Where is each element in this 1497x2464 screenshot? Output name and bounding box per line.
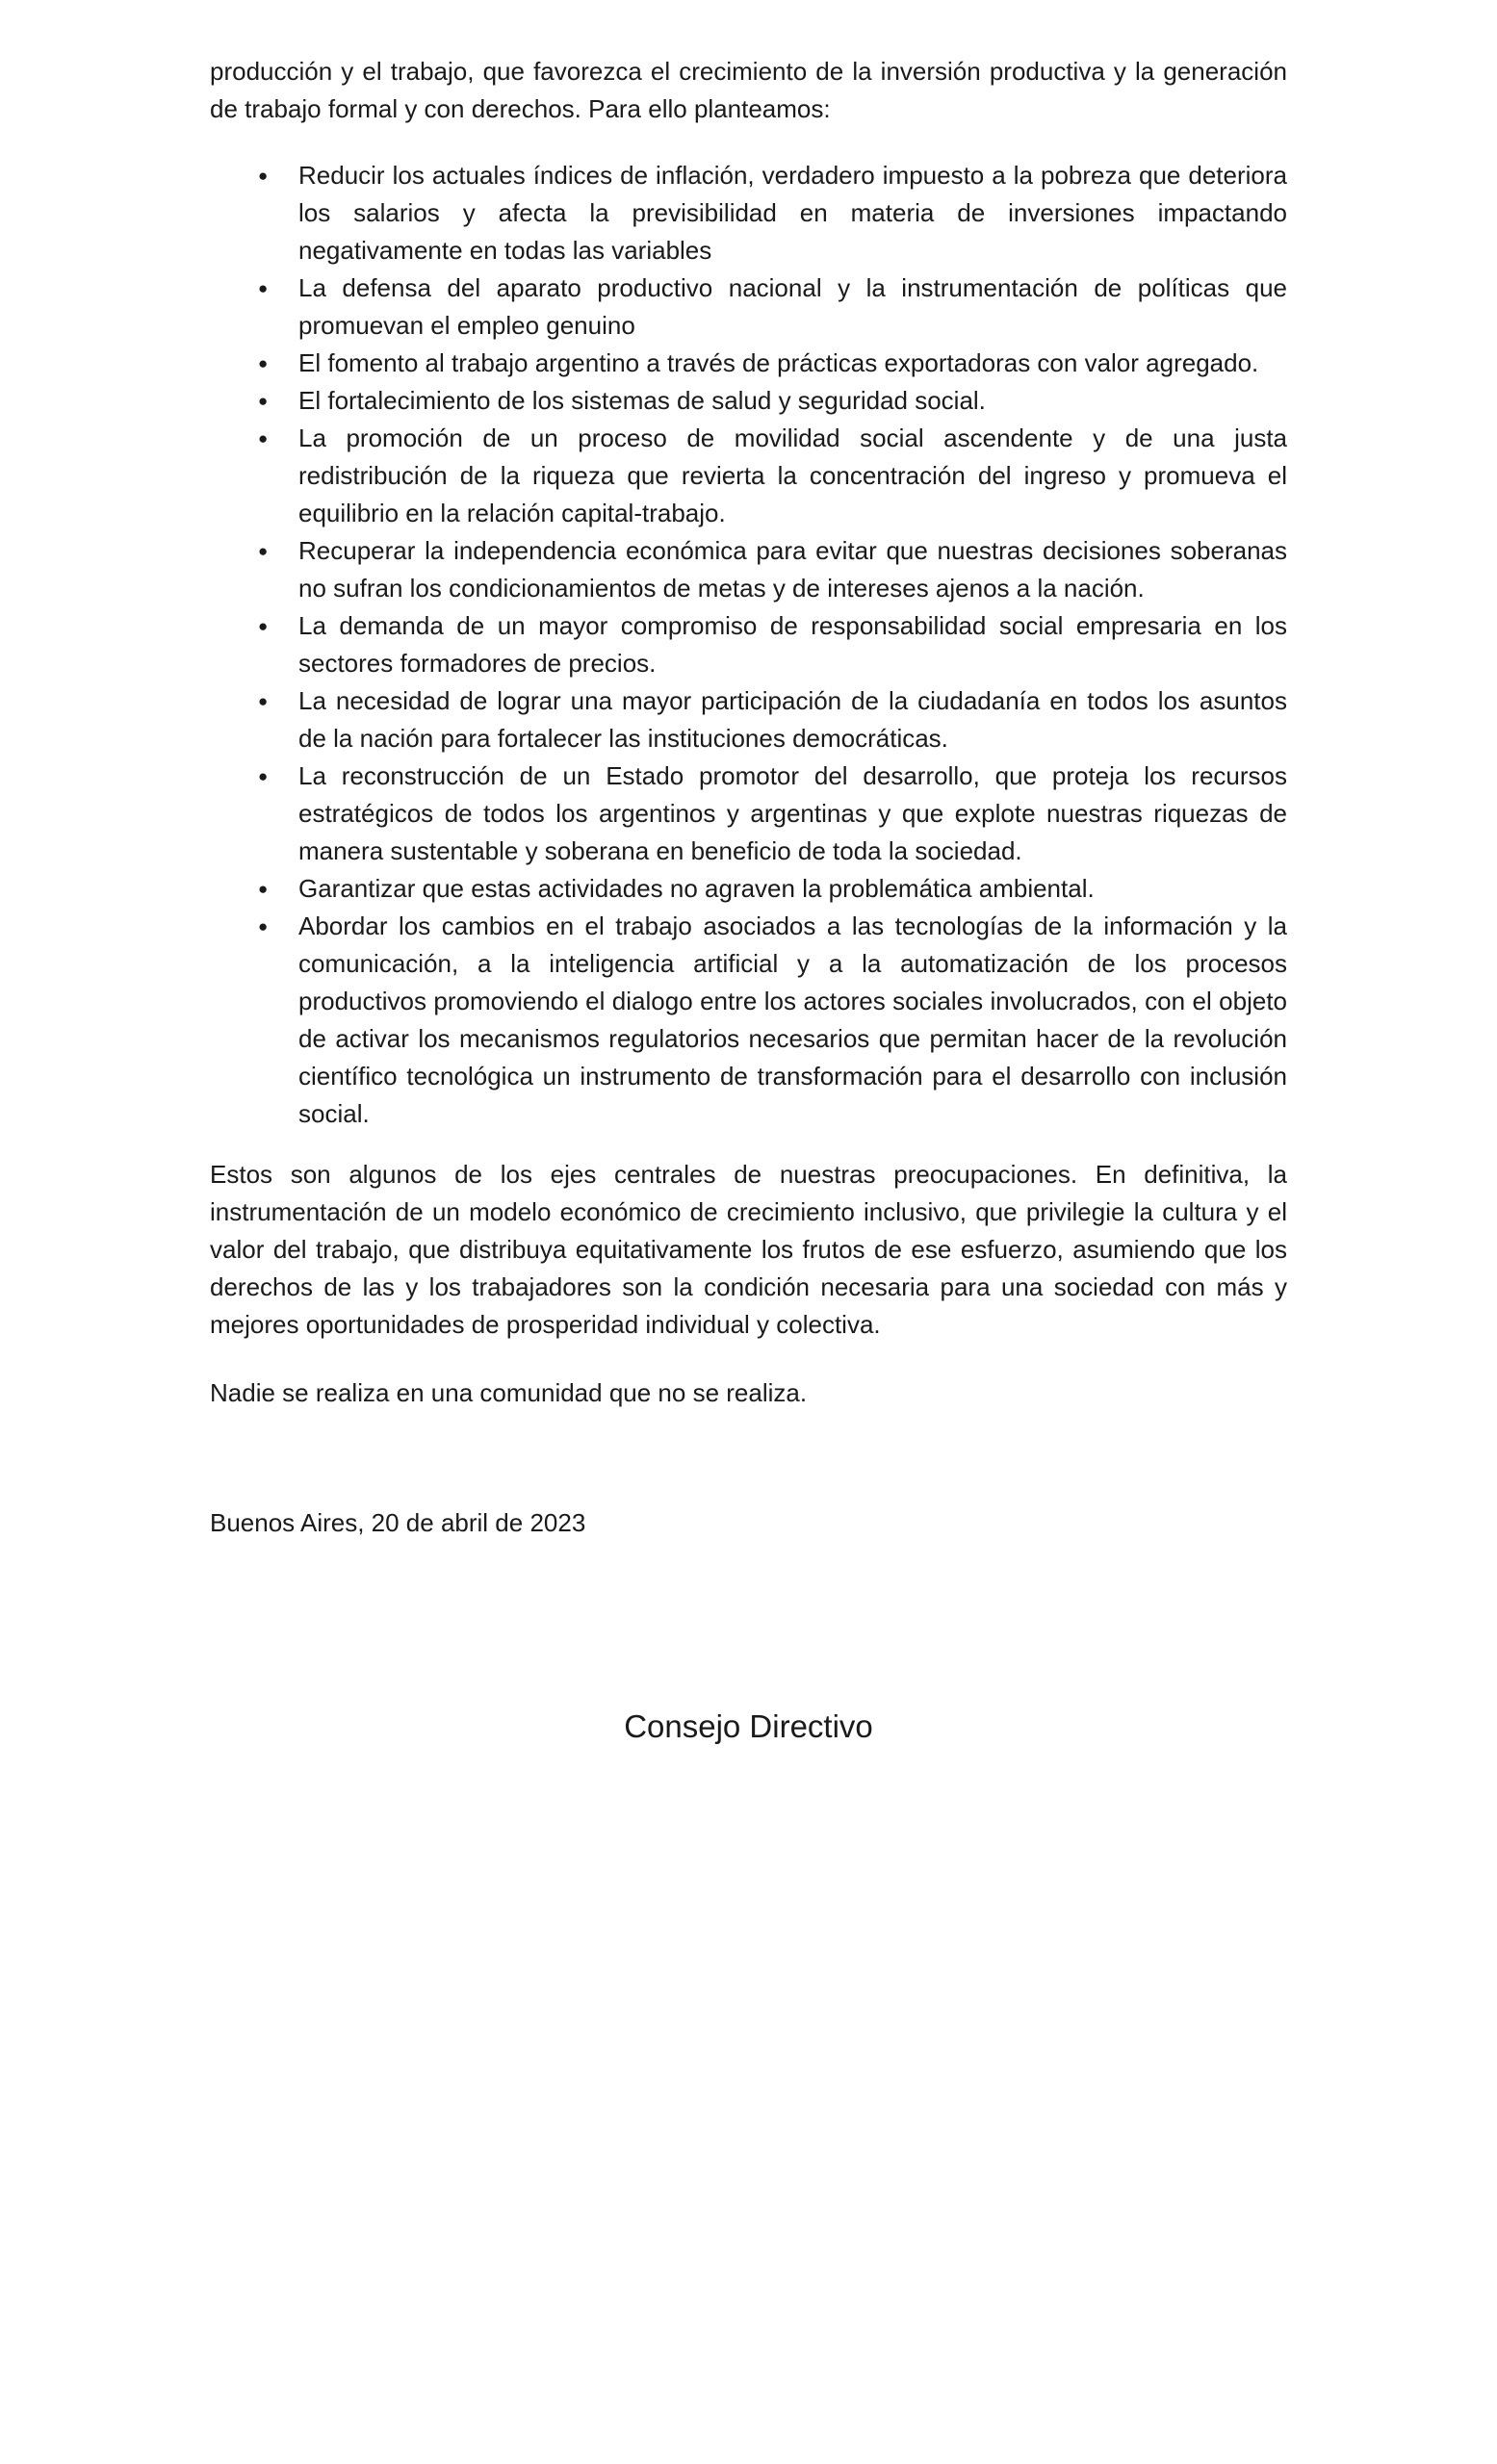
bullet-item bbox=[210, 420, 1287, 532]
bullet-item bbox=[210, 607, 1287, 682]
bullet-icon: ● bbox=[258, 880, 269, 898]
bullet-item bbox=[210, 757, 1287, 870]
bullet-item bbox=[210, 532, 1287, 607]
bullet-item bbox=[210, 157, 1287, 270]
bullet-icon: ● bbox=[258, 917, 269, 936]
bullet-icon: ● bbox=[258, 617, 269, 635]
dateline: Buenos Aires, 20 de abril de 2023 bbox=[210, 1508, 586, 1537]
bullet-text: Garantizar que estas actividades no agraven la problemática ambiental. bbox=[298, 874, 1095, 903]
bullet-text: Recuperar la independencia económica para evitar que nuestras decisiones soberanas no sufran los condicionamientos de metas y de intereses ajenos a la nación. bbox=[298, 536, 1287, 603]
bullet-item bbox=[210, 345, 1287, 382]
bullet-text: El fortalecimiento de los sistemas de salud y seguridad social. bbox=[298, 386, 986, 415]
bullet-text: Abordar los cambios en el trabajo asociados a las tecnologías de la información y la comunicación, a la inteligencia artificial y a la automatización de los procesos productivos promoviendo el dialogo entre los actores sociales involucrados, con el objeto de activar los mecanismos regulatorios necesarios que permitan hacer de la revolución científico tecnológica un instrumento de transformación para el desarrollo con inclusión social. bbox=[298, 911, 1287, 1128]
bullet-text: La demanda de un mayor compromiso de responsabilidad social empresaria en los sectores formadores de precios. bbox=[298, 611, 1287, 678]
bullet-item bbox=[210, 870, 1287, 908]
bullet-text: La reconstrucción de un Estado promotor del desarrollo, que proteja los recursos estratégicos de todos los argentinos y argentinas y que explote nuestras riquezas de manera sustentable y soberana en beneficio de toda la sociedad. bbox=[298, 761, 1287, 865]
bullet-list bbox=[210, 157, 1287, 1133]
bullet-text: El fomento al trabajo argentino a través de prácticas exportadoras con valor agregado. bbox=[298, 348, 1259, 377]
signature: Consejo Directivo bbox=[624, 1708, 873, 1744]
bullet-item bbox=[210, 682, 1287, 757]
bullet-item bbox=[210, 908, 1287, 1133]
intro-paragraph: producción y el trabajo, que favorezca el crecimiento de la inversión productiva y la generación de trabajo formal y con derechos. Para ello planteamos: bbox=[210, 57, 1287, 123]
bullet-icon: ● bbox=[258, 354, 269, 372]
bullet-icon: ● bbox=[258, 692, 269, 710]
tagline-paragraph: Nadie se realiza en una comunidad que no se realiza. bbox=[210, 1378, 808, 1407]
bullet-text: La necesidad de lograr una mayor participación de la ciudadanía en todos los asuntos de la nación para fortalecer las instituciones democráticas. bbox=[298, 686, 1287, 753]
bullet-text: La defensa del aparato productivo nacional y la instrumentación de políticas que promuevan el empleo genuino bbox=[298, 273, 1287, 340]
bullet-icon: ● bbox=[258, 767, 269, 785]
bullet-item bbox=[210, 382, 1287, 420]
bullet-icon: ● bbox=[258, 167, 269, 185]
closing-paragraph: Estos son algunos de los ejes centrales de nuestras preocupaciones. En definitiva, la instrumentación de un modelo económico de crecimiento inclusivo, que privilegie la cultura y el valor del trabajo, que distribuya equitativamente los frutos de ese esfuerzo, asumiendo que los derechos de las y los trabajadores son la condición necesaria para una sociedad con más y mejores oportunidades de prosperidad individual y colectiva. bbox=[210, 1160, 1287, 1339]
bullet-icon: ● bbox=[258, 392, 269, 410]
bullet-icon: ● bbox=[258, 542, 269, 560]
bullet-item bbox=[210, 270, 1287, 345]
bullet-text: Reducir los actuales índices de inflación, verdadero impuesto a la pobreza que deteriora los salarios y afecta la previsibilidad en materia de inversiones impactando negativamente en todas las variables bbox=[298, 161, 1287, 265]
bullet-icon: ● bbox=[258, 429, 269, 448]
bullet-icon: ● bbox=[258, 279, 269, 297]
bullet-text: La promoción de un proceso de movilidad social ascendente y de una justa redistribución de la riqueza que revierta la concentración del ingreso y promueva el equilibrio en la relación capital-trabajo. bbox=[298, 424, 1287, 527]
